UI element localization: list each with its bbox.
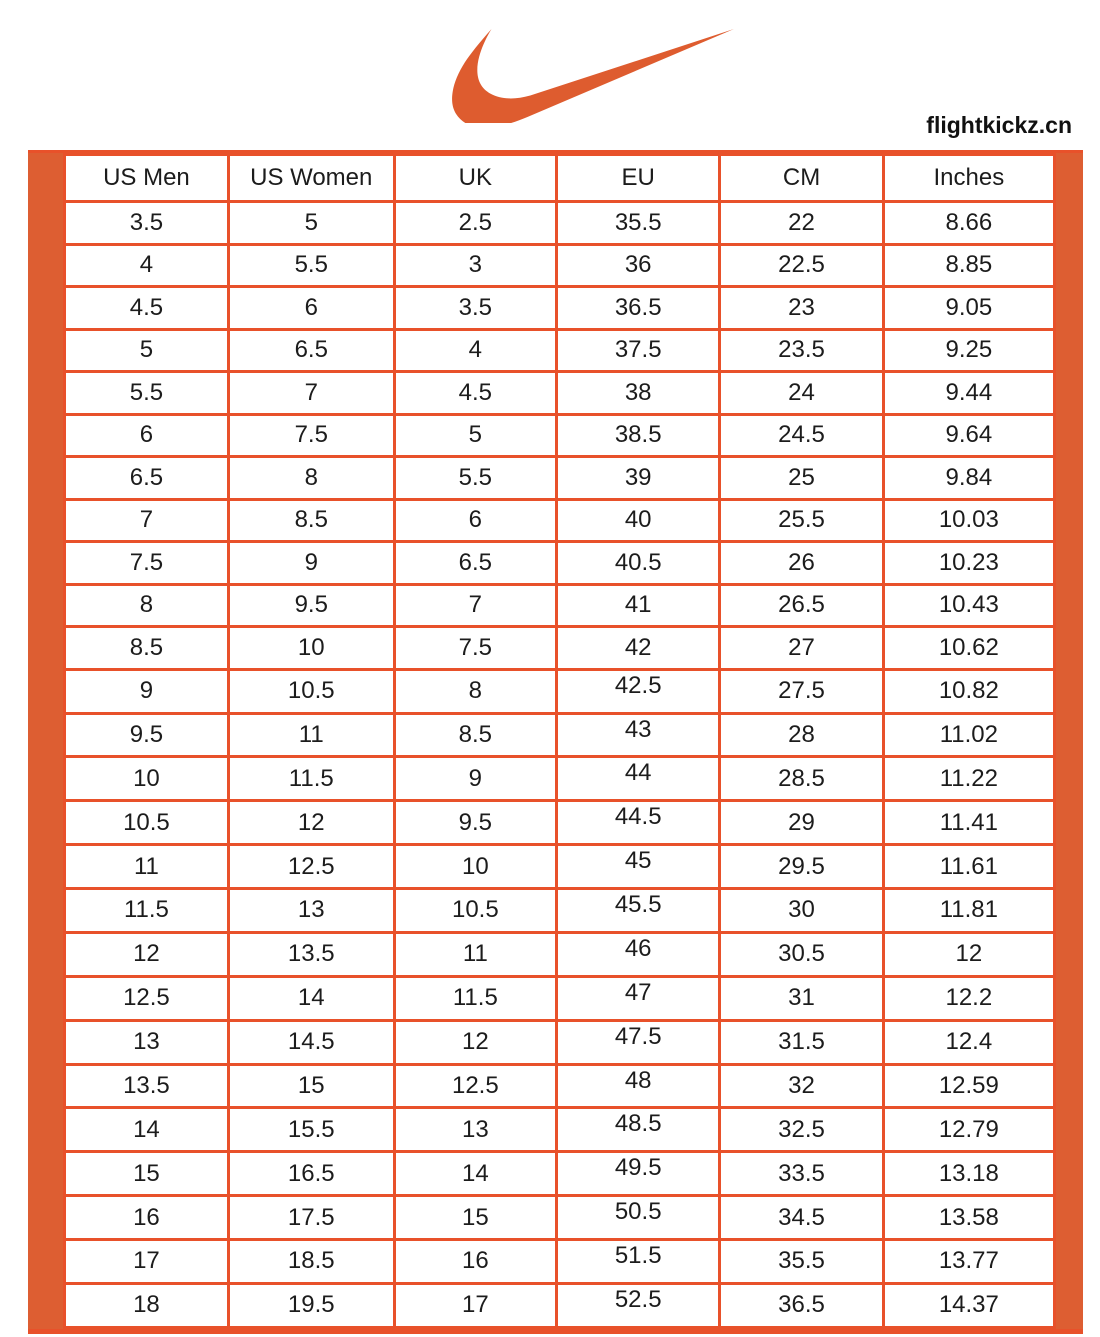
table-cell: 5.5 (228, 244, 394, 287)
table-cell: 36 (557, 244, 720, 287)
table-row (65, 669, 1055, 713)
table-cell: 8 (65, 584, 229, 627)
table-cell: 6 (65, 414, 229, 457)
table-cell: 52.5 (557, 1283, 720, 1327)
table-cell: 11 (228, 713, 394, 757)
table-cell: 9 (65, 669, 229, 713)
table-cell: 38.5 (557, 414, 720, 457)
size-chart-frame (28, 150, 1083, 1334)
table-cell: 13 (394, 1108, 556, 1152)
table-cell: 12 (65, 932, 229, 976)
table-cell: 12.5 (394, 1064, 556, 1108)
table-cell: 15.5 (228, 1108, 394, 1152)
table-cell: 9 (228, 542, 394, 585)
table-cell: 22.5 (720, 244, 883, 287)
table-cell: 10.82 (883, 669, 1054, 713)
table-cell: 5.5 (394, 457, 556, 500)
table-cell: 9.5 (394, 801, 556, 845)
table-cell: 6.5 (394, 542, 556, 585)
nike-swoosh-icon (452, 22, 734, 123)
table-cell: 6.5 (65, 457, 229, 500)
table-cell: 42.5 (557, 669, 720, 713)
table-cell: 8.85 (883, 244, 1054, 287)
table-cell: 18.5 (228, 1240, 394, 1284)
table-cell: 36.5 (557, 287, 720, 330)
column-header-cm: CM (720, 155, 883, 202)
table-cell: 38 (557, 372, 720, 415)
table-cell: 24 (720, 372, 883, 415)
table-cell: 11.22 (883, 757, 1054, 801)
table-cell: 24.5 (720, 414, 883, 457)
table-cell: 11.81 (883, 889, 1054, 933)
table-row (65, 757, 1055, 801)
table-cell: 5 (228, 202, 394, 245)
table-cell: 49.5 (557, 1152, 720, 1196)
table-cell: 22 (720, 202, 883, 245)
table-row (65, 1152, 1055, 1196)
table-row (65, 801, 1055, 845)
table-row (65, 287, 1055, 330)
table-row (65, 1196, 1055, 1240)
table-cell: 15 (65, 1152, 229, 1196)
table-cell: 45.5 (557, 889, 720, 933)
column-header-eu: EU (557, 155, 720, 202)
table-cell: 15 (394, 1196, 556, 1240)
table-cell: 13.18 (883, 1152, 1054, 1196)
table-cell: 11.5 (228, 757, 394, 801)
table-cell: 50.5 (557, 1196, 720, 1240)
table-cell: 8 (228, 457, 394, 500)
table-cell: 44 (557, 757, 720, 801)
table-cell: 9.64 (883, 414, 1054, 457)
table-cell: 4 (394, 329, 556, 372)
table-cell: 25 (720, 457, 883, 500)
table-cell: 28.5 (720, 757, 883, 801)
table-cell: 45 (557, 845, 720, 889)
table-cell: 12.59 (883, 1064, 1054, 1108)
table-cell: 11 (65, 845, 229, 889)
table-cell: 30 (720, 889, 883, 933)
table-cell: 2.5 (394, 202, 556, 245)
table-row (65, 372, 1055, 415)
table-row (65, 932, 1055, 976)
table-cell: 10.5 (228, 669, 394, 713)
table-cell: 13 (228, 889, 394, 933)
table-row (65, 976, 1055, 1020)
table-cell: 27.5 (720, 669, 883, 713)
table-cell: 6 (228, 287, 394, 330)
table-cell: 35.5 (720, 1240, 883, 1284)
right-orange-bar (1056, 153, 1083, 1329)
table-cell: 10 (65, 757, 229, 801)
table-row (65, 457, 1055, 500)
table-cell: 7 (65, 499, 229, 542)
table-cell: 44.5 (557, 801, 720, 845)
table-cell: 9.84 (883, 457, 1054, 500)
left-orange-bar (28, 153, 63, 1329)
table-cell: 17 (65, 1240, 229, 1284)
table-cell: 5 (65, 329, 229, 372)
table-cell: 9.5 (65, 713, 229, 757)
table-cell: 25.5 (720, 499, 883, 542)
table-cell: 42 (557, 627, 720, 670)
table-row (65, 1240, 1055, 1284)
table-cell: 33.5 (720, 1152, 883, 1196)
table-cell: 12 (228, 801, 394, 845)
table-cell: 8.5 (65, 627, 229, 670)
table-cell: 23.5 (720, 329, 883, 372)
table-cell: 12.2 (883, 976, 1054, 1020)
table-cell: 47.5 (557, 1020, 720, 1064)
table-cell: 16 (65, 1196, 229, 1240)
table-cell: 13 (65, 1020, 229, 1064)
table-row (65, 1064, 1055, 1108)
table-cell: 10.5 (65, 801, 229, 845)
table-cell: 3.5 (65, 202, 229, 245)
table-cell: 13.77 (883, 1240, 1054, 1284)
table-row (65, 329, 1055, 372)
table-cell: 11.5 (394, 976, 556, 1020)
table-body (65, 202, 1055, 1328)
table-header-row (65, 155, 1055, 202)
table-cell: 31 (720, 976, 883, 1020)
table-cell: 12.79 (883, 1108, 1054, 1152)
table-row (65, 1020, 1055, 1064)
table-cell: 34.5 (720, 1196, 883, 1240)
table-cell: 12 (883, 932, 1054, 976)
table-cell: 10.23 (883, 542, 1054, 585)
page-header (0, 0, 1100, 150)
table-row (65, 542, 1055, 585)
table-cell: 13.5 (228, 932, 394, 976)
table-cell: 10.5 (394, 889, 556, 933)
table-cell: 5 (394, 414, 556, 457)
table-cell: 10.03 (883, 499, 1054, 542)
table-cell: 3 (394, 244, 556, 287)
table-cell: 11.02 (883, 713, 1054, 757)
table-cell: 14 (65, 1108, 229, 1152)
size-conversion-table (63, 153, 1056, 1329)
table-row (65, 713, 1055, 757)
table-cell: 40 (557, 499, 720, 542)
table-row (65, 202, 1055, 245)
table-cell: 10 (228, 627, 394, 670)
table-row (65, 1108, 1055, 1152)
table-cell: 48 (557, 1064, 720, 1108)
table-cell: 10.43 (883, 584, 1054, 627)
table-cell: 19.5 (228, 1283, 394, 1327)
table-cell: 8.66 (883, 202, 1054, 245)
table-row (65, 414, 1055, 457)
table-row (65, 627, 1055, 670)
column-header-uk: UK (394, 155, 556, 202)
table-cell: 7.5 (65, 542, 229, 585)
table-row (65, 244, 1055, 287)
table-cell: 13.5 (65, 1064, 229, 1108)
table-cell: 5.5 (65, 372, 229, 415)
table-cell: 14 (394, 1152, 556, 1196)
table-cell: 7.5 (394, 627, 556, 670)
table-row (65, 889, 1055, 933)
table-cell: 7.5 (228, 414, 394, 457)
table-cell: 17.5 (228, 1196, 394, 1240)
table-cell: 29.5 (720, 845, 883, 889)
table-cell: 14.5 (228, 1020, 394, 1064)
table-cell: 27 (720, 627, 883, 670)
table-cell: 37.5 (557, 329, 720, 372)
table-cell: 32.5 (720, 1108, 883, 1152)
table-cell: 35.5 (557, 202, 720, 245)
table-cell: 30.5 (720, 932, 883, 976)
table-cell: 29 (720, 801, 883, 845)
table-row (65, 584, 1055, 627)
table-cell: 8.5 (394, 713, 556, 757)
table-cell: 4 (65, 244, 229, 287)
table-cell: 18 (65, 1283, 229, 1327)
table-cell: 32 (720, 1064, 883, 1108)
table-cell: 11.61 (883, 845, 1054, 889)
table-cell: 12.5 (228, 845, 394, 889)
column-header-us-men: US Men (65, 155, 229, 202)
table-cell: 9.05 (883, 287, 1054, 330)
table-row (65, 499, 1055, 542)
table-cell: 12 (394, 1020, 556, 1064)
table-cell: 28 (720, 713, 883, 757)
table-cell: 9.25 (883, 329, 1054, 372)
table-cell: 26 (720, 542, 883, 585)
table-cell: 7 (394, 584, 556, 627)
table-cell: 7 (228, 372, 394, 415)
table-cell: 23 (720, 287, 883, 330)
table-header (65, 155, 1055, 202)
table-cell: 15 (228, 1064, 394, 1108)
table-row (65, 845, 1055, 889)
table-cell: 14.37 (883, 1283, 1054, 1327)
table-cell: 3.5 (394, 287, 556, 330)
table-cell: 12.5 (65, 976, 229, 1020)
column-header-inches: Inches (883, 155, 1054, 202)
table-cell: 16.5 (228, 1152, 394, 1196)
table-cell: 43 (557, 713, 720, 757)
table-cell: 12.4 (883, 1020, 1054, 1064)
table-cell: 48.5 (557, 1108, 720, 1152)
table-cell: 51.5 (557, 1240, 720, 1284)
table-cell: 46 (557, 932, 720, 976)
table-cell: 9 (394, 757, 556, 801)
table-cell: 40.5 (557, 542, 720, 585)
table-cell: 17 (394, 1283, 556, 1327)
table-cell: 41 (557, 584, 720, 627)
table-cell: 16 (394, 1240, 556, 1284)
table-cell: 31.5 (720, 1020, 883, 1064)
table-cell: 11 (394, 932, 556, 976)
table-cell: 4.5 (394, 372, 556, 415)
table-cell: 26.5 (720, 584, 883, 627)
table-cell: 8 (394, 669, 556, 713)
column-header-us-women: US Women (228, 155, 394, 202)
table-cell: 10 (394, 845, 556, 889)
table-cell: 9.44 (883, 372, 1054, 415)
table-cell: 47 (557, 976, 720, 1020)
table-cell: 11.5 (65, 889, 229, 933)
table-cell: 6.5 (228, 329, 394, 372)
table-cell: 9.5 (228, 584, 394, 627)
table-cell: 11.41 (883, 801, 1054, 845)
table-cell: 8.5 (228, 499, 394, 542)
table-cell: 6 (394, 499, 556, 542)
table-row (65, 1283, 1055, 1327)
table-cell: 14 (228, 976, 394, 1020)
table-cell: 13.58 (883, 1196, 1054, 1240)
table-cell: 4.5 (65, 287, 229, 330)
table-cell: 39 (557, 457, 720, 500)
table-cell: 36.5 (720, 1283, 883, 1327)
site-label: flightkickz.cn (926, 112, 1072, 138)
table-cell: 10.62 (883, 627, 1054, 670)
